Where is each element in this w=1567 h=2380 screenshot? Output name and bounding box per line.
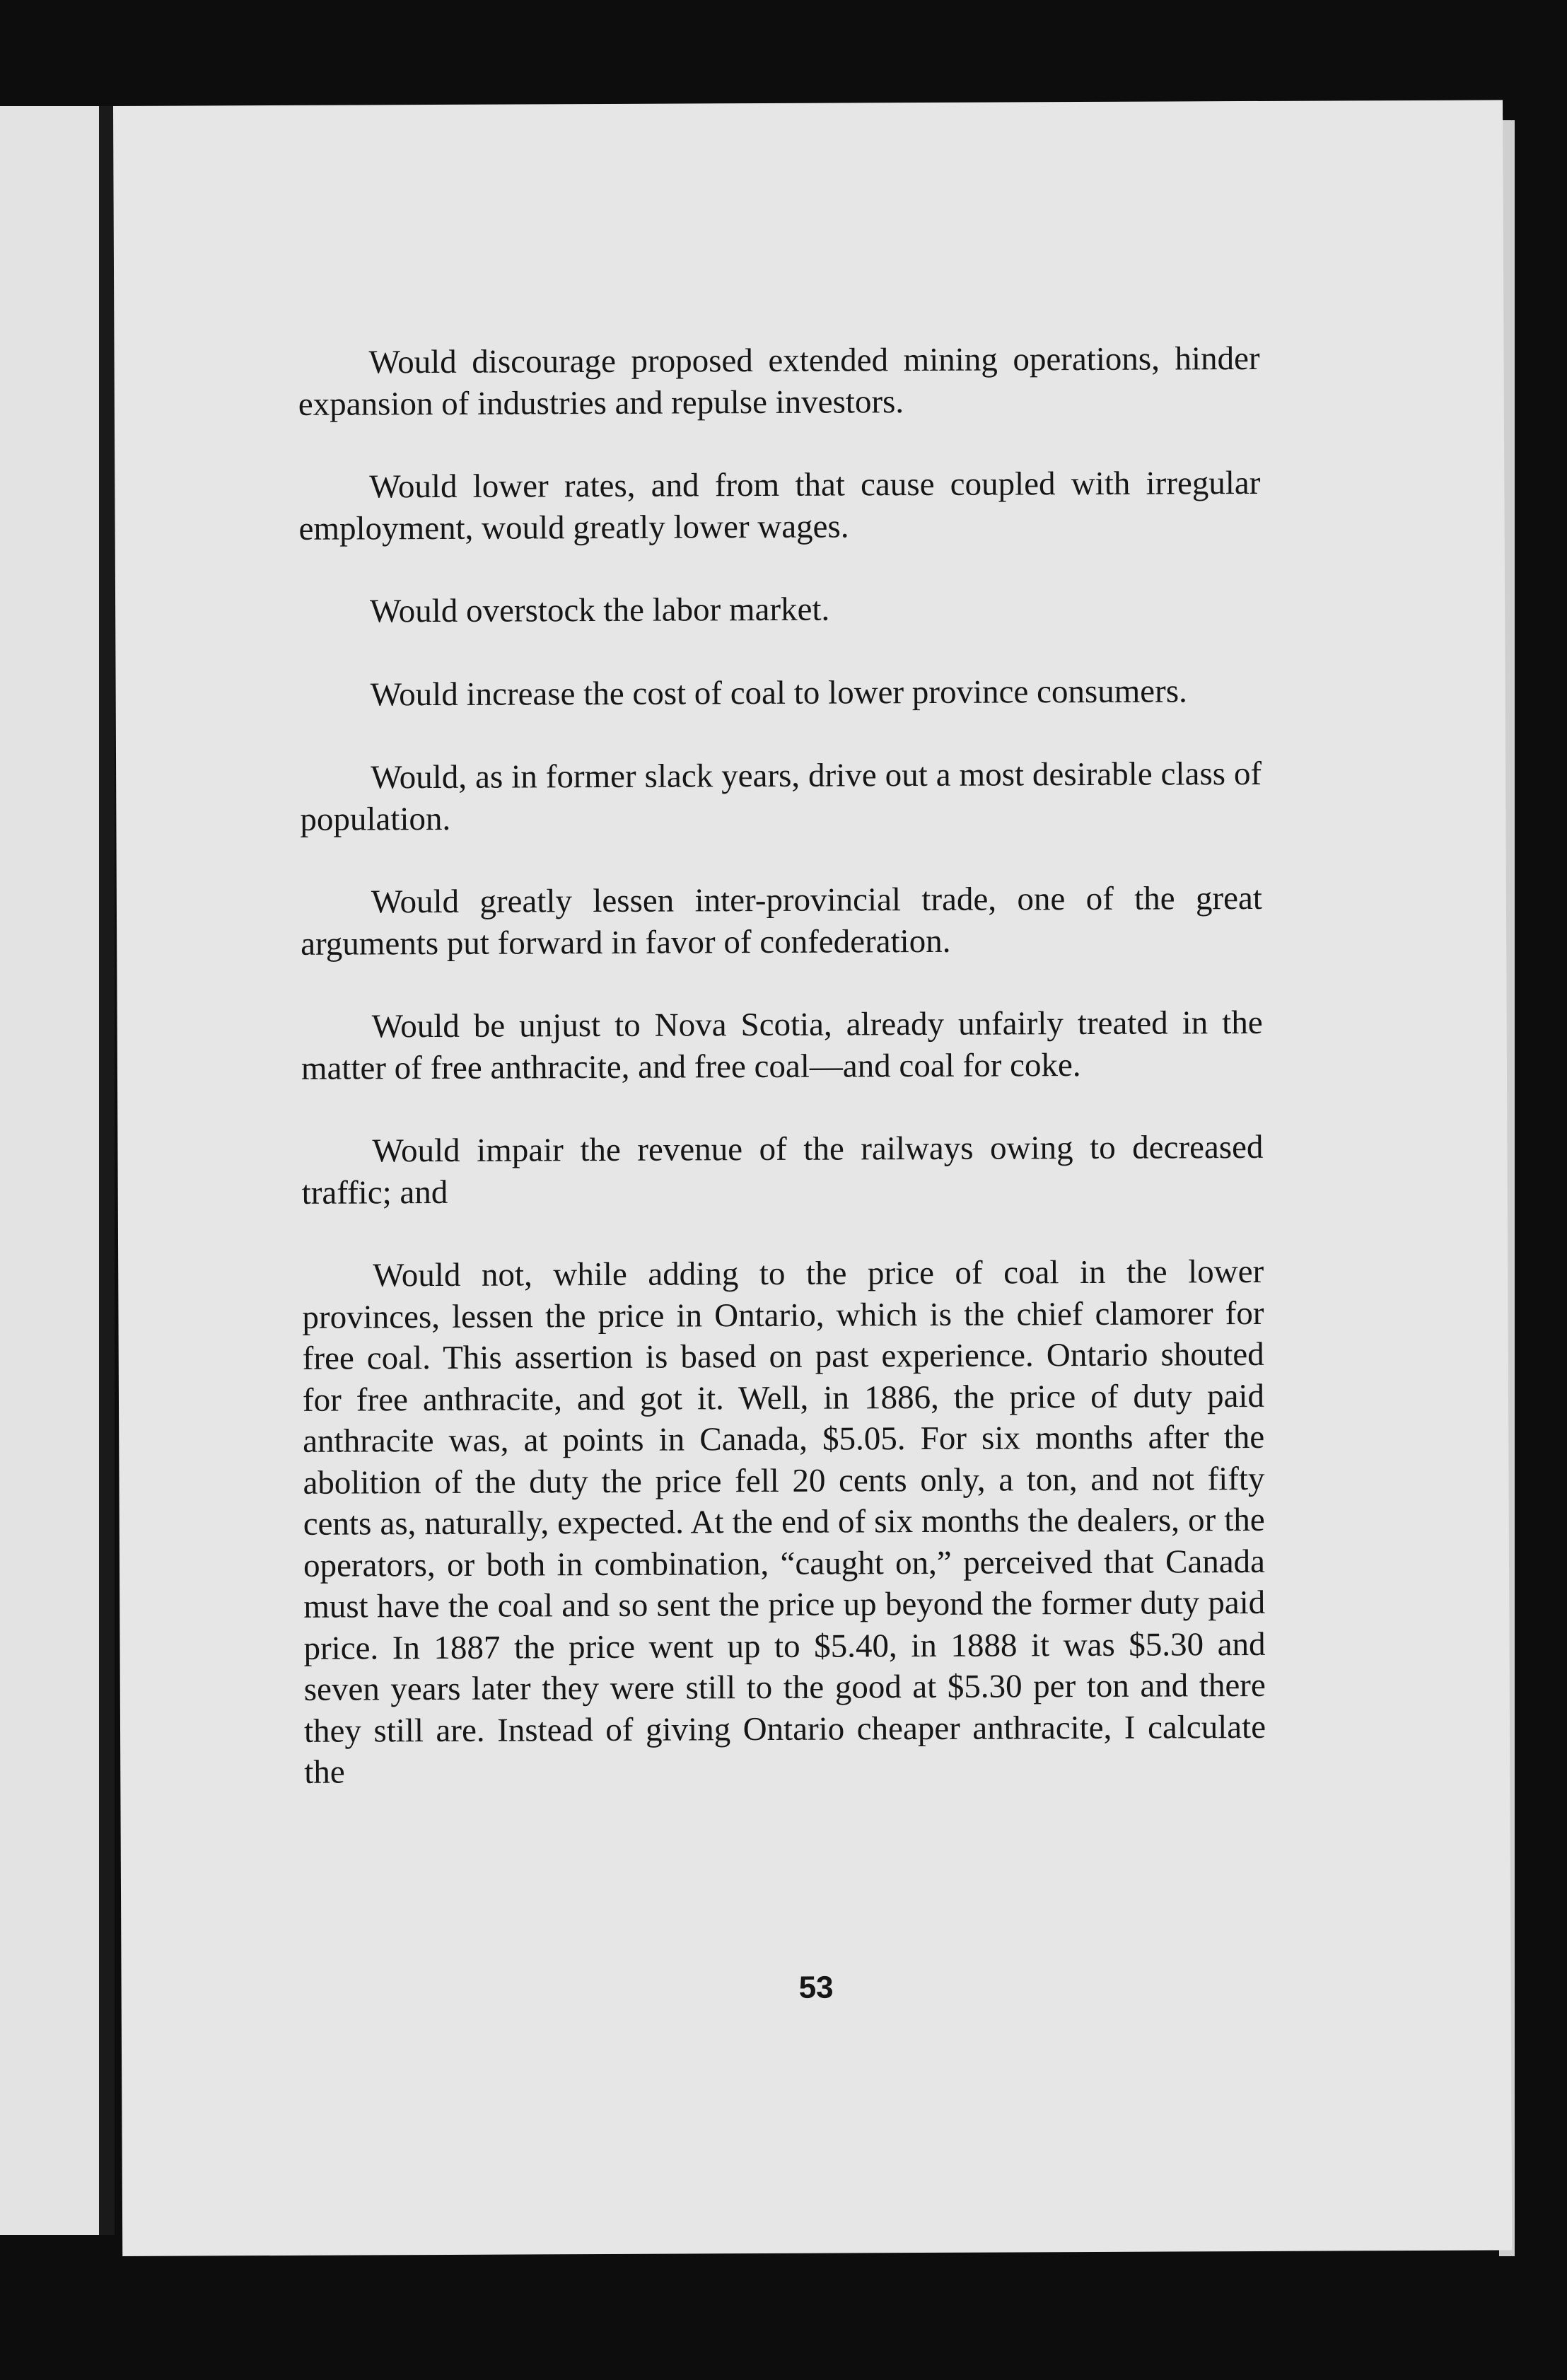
page-number: 53: [798, 1970, 834, 2005]
book-spine: [99, 106, 115, 2235]
paragraph-7: Would be unjust to Nova Scotia, already unfairly treated in the matter of free anthracite, and free coal—and coal for coke.: [301, 1004, 1263, 1087]
paragraph-4: Would increase the cost of coal to lower province consumers.: [370, 672, 1187, 713]
paragraph-2: Would lower rates, and from that cause coupled with irregular employment, would greatly lower wages.: [298, 464, 1261, 547]
paragraph-3: Would overstock the labor market.: [370, 591, 830, 630]
left-page-edge: [0, 106, 106, 2235]
paragraph-1: Would discourage proposed extended mining operations, hinder expansion of industries and repulse investors.: [298, 339, 1260, 423]
paragraph-5: Would, as in former slack years, drive out a most desirable class of population.: [300, 755, 1262, 838]
body-text: [298, 338, 1266, 1835]
paragraph-8: Would impair the revenue of the railways owing to decreased traffic; and: [301, 1128, 1264, 1212]
paragraph-9: Would not, while adding to the price of coal in the lower provinces, lessen the price in Ontario, which is the chief clamorer for free coal. This assertion is based on past experience. Ontario shouted for free anthracite, and got it. Well, in 1886, the price of duty paid anthracite was, at points in Canada, $5.05. For six months after the abolition of the duty the price fell 20 cents only, a ton, and not fifty cents as, naturally, expected. At the end of six months the dealers, or the operators, or both in combination, “caught on,” perceived that Canada must have the coal and so sent the price up beyond the former duty paid price. In 1887 the price went up to $5.40, in 1888 it was $5.30 and seven years later they were still to the good at $5.30 per ton and there they still are. Instead of giving Ontario cheaper anthracite, I calculate the: [302, 1253, 1266, 1791]
book-page: [113, 100, 1512, 2256]
paragraph-6: Would greatly lessen inter-provincial trade, one of the great arguments put forward in favor of confederation.: [301, 879, 1263, 963]
